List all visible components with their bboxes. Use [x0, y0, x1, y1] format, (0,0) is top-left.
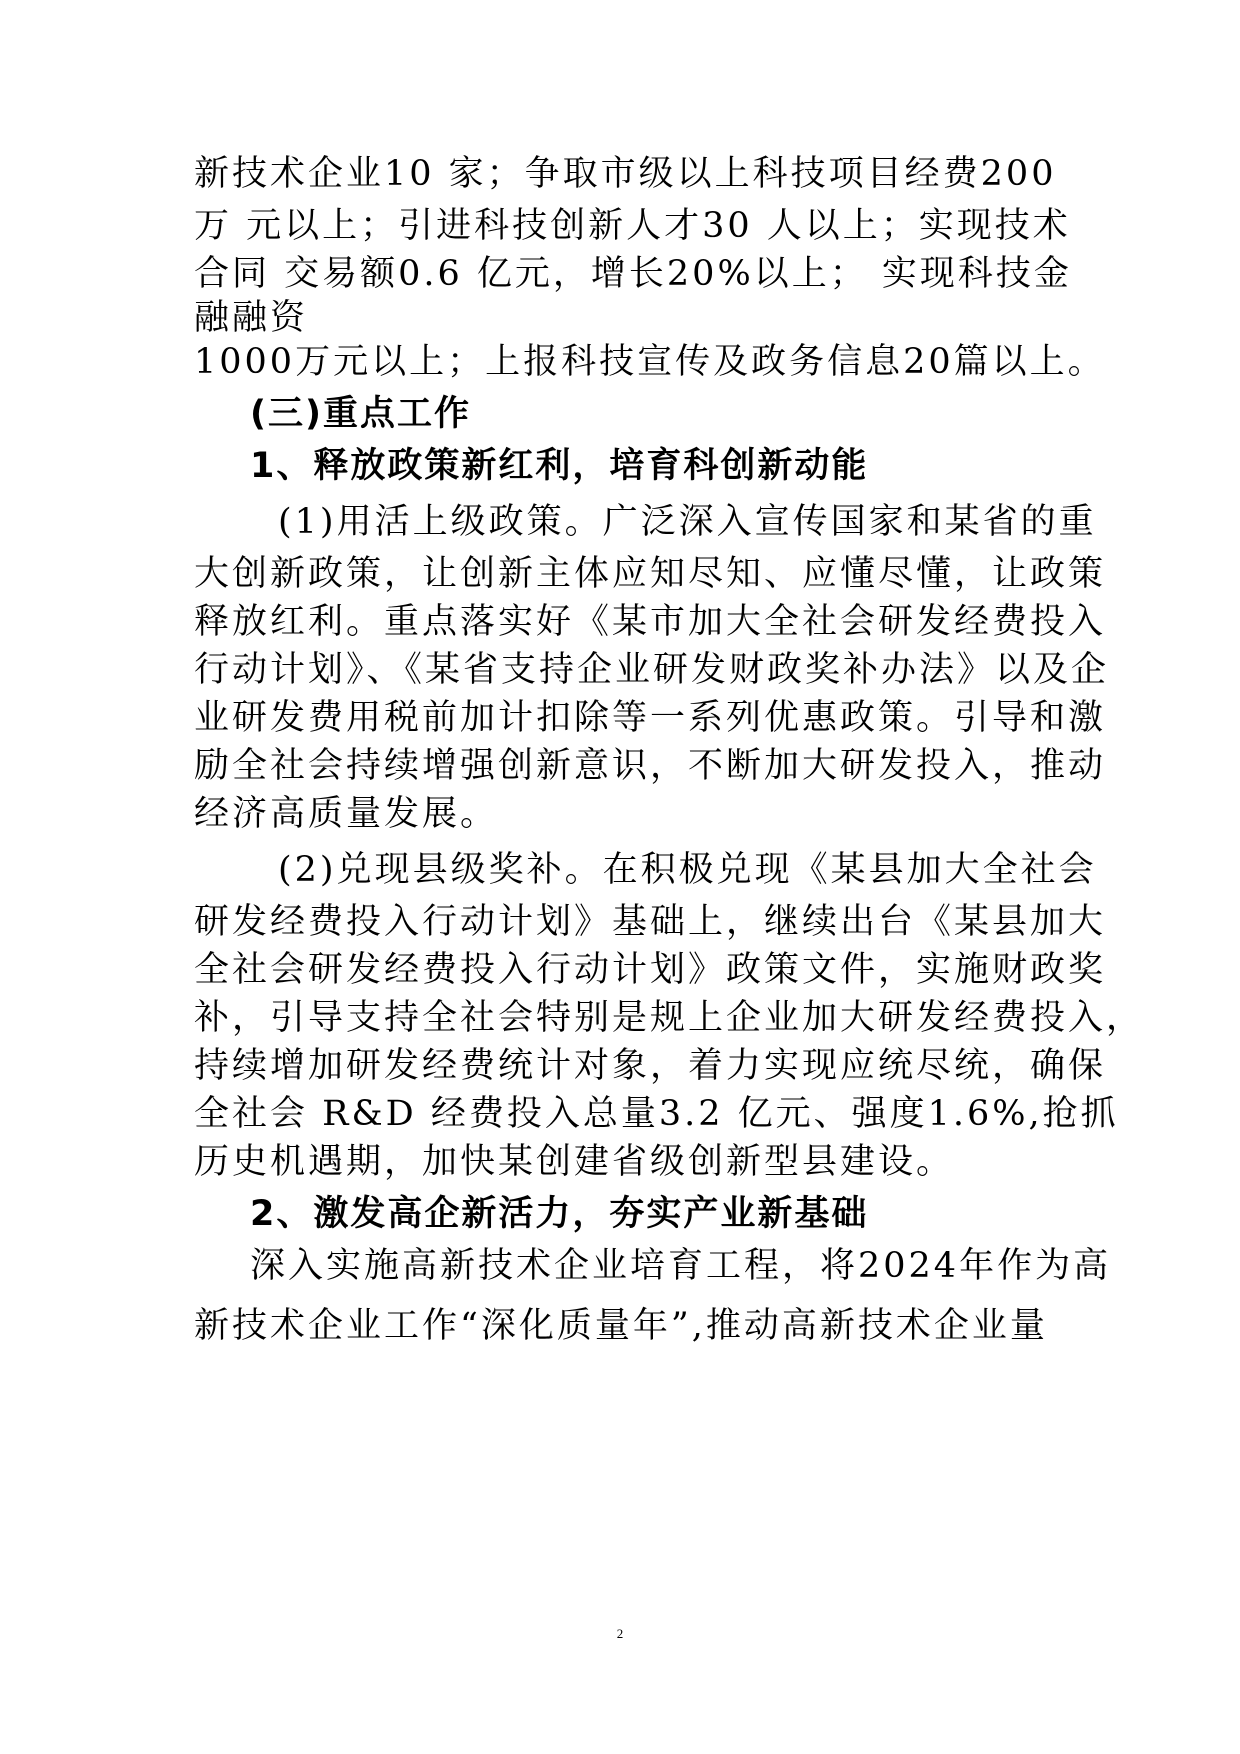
paragraph-line: 行动计划》、《某省支持企业研发财政奖补办法》以及企 [194, 650, 1110, 690]
text-line: 万 元以上；引进科技创新人才30 人以上；实现技术 [194, 206, 1071, 246]
text-line: 新技术企业10 家；争取市级以上科技项目经费200 [194, 154, 1057, 194]
subsection-heading-1: 1、释放政策新红利，培育科创新动能 [250, 446, 869, 486]
paragraph-line: 新技术企业工作“深化质量年”,推动高新技术企业量 [194, 1306, 1048, 1346]
text-line: 融融资 [194, 298, 309, 338]
paragraph-line: 研发经费投入行动计划》基础上，继续出台《某县加大 [194, 902, 1107, 942]
page-number: 2 [616, 1626, 624, 1641]
paragraph-line: (2)兑现县级奖补。在积极兑现《某县加大全社会 [278, 850, 1097, 890]
paragraph-line: 励全社会持续增强创新意识，不断加大研发投入，推动 [194, 746, 1107, 786]
paragraph-line: 全社会研发经费投入行动计划》政策文件，实施财政奖 [194, 950, 1107, 990]
paragraph-line: 历史机遇期，加快某创建省级创新型县建设。 [194, 1142, 955, 1182]
section-heading: (三)重点工作 [250, 394, 471, 434]
paragraph-line: 业研发费用税前加计扣除等一系列优惠政策。引导和激 [194, 698, 1107, 738]
paragraph-line: 全社会 R&D 经费投入总量3.2 亿元、强度1.6%,抢抓 [194, 1094, 1119, 1134]
paragraph-line: 经济高质量发展。 [194, 794, 499, 834]
paragraph-line: (1)用活上级政策。广泛深入宣传国家和某省的重 [278, 502, 1097, 542]
paragraph-line: 释放红利。重点落实好《某市加大全社会研发经费投入 [194, 602, 1107, 642]
paragraph-line: 大创新政策，让创新主体应知尽知、应懂尽懂，让政策 [194, 554, 1107, 594]
text-line: 1000万元以上；上报科技宣传及政务信息20篇以上。 [194, 342, 1106, 382]
paragraph-line: 补，引导支持全社会特别是规上企业加大研发经费投入， [194, 998, 1145, 1038]
subsection-heading-2: 2、激发高企新活力，夯实产业新基础 [250, 1194, 869, 1234]
paragraph-line: 持续增加研发经费统计对象，着力实现应统尽统，确保 [194, 1046, 1107, 1086]
paragraph-line: 深入实施高新技术企业培育工程，将2024年作为高 [250, 1246, 1112, 1286]
text-line: 合同 交易额0.6 亿元，增长20%以上； 实现科技金 [194, 254, 1072, 294]
